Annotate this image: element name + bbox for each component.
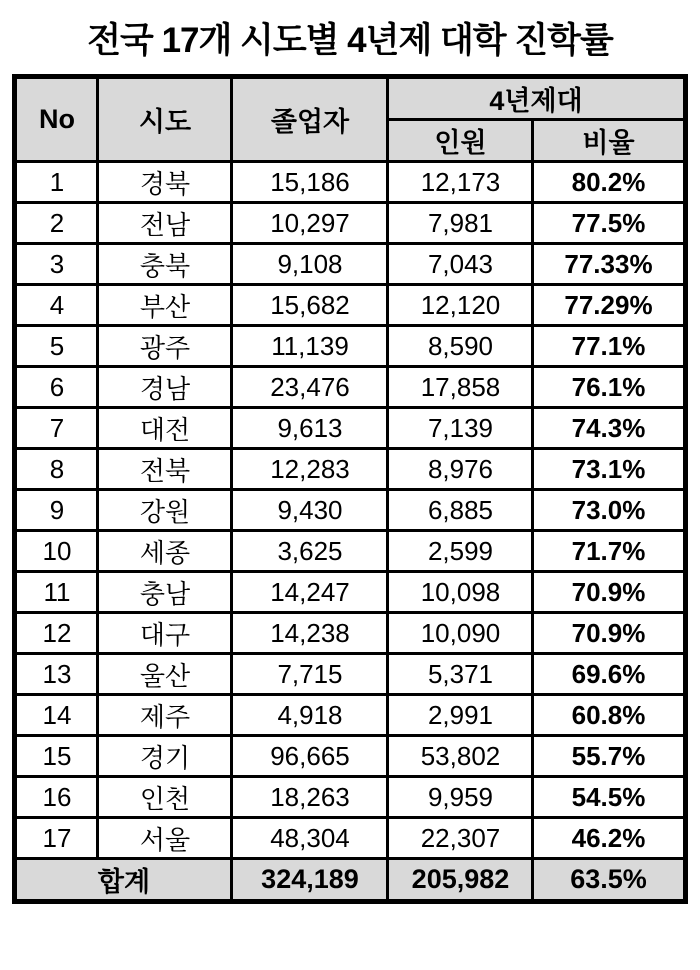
row-graduates: 7,715 [232, 654, 388, 695]
row-sido: 경남 [98, 367, 232, 408]
row-no: 9 [15, 490, 98, 531]
row-enrolled: 7,981 [388, 203, 533, 244]
table-row [15, 449, 685, 490]
table-row [15, 777, 685, 818]
row-graduates: 14,247 [232, 572, 388, 613]
table-row [15, 818, 685, 859]
total-enrolled: 205,982 [388, 859, 533, 902]
header-graduates: 졸업자 [232, 77, 388, 162]
row-graduates: 9,108 [232, 244, 388, 285]
row-no: 2 [15, 203, 98, 244]
table-row [15, 162, 685, 203]
table-row [15, 695, 685, 736]
row-graduates: 4,918 [232, 695, 388, 736]
row-no: 4 [15, 285, 98, 326]
row-graduates: 9,613 [232, 408, 388, 449]
header-enrolled: 인원 [388, 120, 533, 162]
row-ratio: 73.1% [533, 449, 685, 490]
table-row [15, 408, 685, 449]
row-enrolled: 10,090 [388, 613, 533, 654]
header-ratio: 비율 [533, 120, 685, 162]
row-ratio: 60.8% [533, 695, 685, 736]
total-row [15, 859, 685, 902]
table-row [15, 490, 685, 531]
header-four-year-group: 4년제대 [388, 77, 685, 120]
row-ratio: 73.0% [533, 490, 685, 531]
row-sido: 경기 [98, 736, 232, 777]
table-footer [15, 859, 685, 902]
row-no: 16 [15, 777, 98, 818]
row-no: 15 [15, 736, 98, 777]
header-sido: 시도 [98, 77, 232, 162]
row-ratio: 71.7% [533, 531, 685, 572]
row-ratio: 46.2% [533, 818, 685, 859]
row-graduates: 48,304 [232, 818, 388, 859]
row-sido: 전북 [98, 449, 232, 490]
row-no: 10 [15, 531, 98, 572]
row-sido: 대구 [98, 613, 232, 654]
row-sido: 대전 [98, 408, 232, 449]
table-row [15, 285, 685, 326]
row-no: 12 [15, 613, 98, 654]
row-ratio: 70.9% [533, 613, 685, 654]
row-graduates: 15,186 [232, 162, 388, 203]
row-sido: 제주 [98, 695, 232, 736]
row-enrolled: 10,098 [388, 572, 533, 613]
table-header [15, 77, 685, 162]
row-enrolled: 22,307 [388, 818, 533, 859]
row-graduates: 15,682 [232, 285, 388, 326]
row-ratio: 54.5% [533, 777, 685, 818]
row-sido: 세종 [98, 531, 232, 572]
row-no: 7 [15, 408, 98, 449]
row-no: 17 [15, 818, 98, 859]
row-enrolled: 7,139 [388, 408, 533, 449]
row-enrolled: 6,885 [388, 490, 533, 531]
row-no: 6 [15, 367, 98, 408]
header-no: No [15, 77, 98, 162]
row-graduates: 23,476 [232, 367, 388, 408]
enrollment-table [12, 74, 687, 904]
row-graduates: 3,625 [232, 531, 388, 572]
table-row [15, 654, 685, 695]
row-ratio: 77.29% [533, 285, 685, 326]
total-ratio: 63.5% [533, 859, 685, 902]
row-enrolled: 17,858 [388, 367, 533, 408]
row-sido: 인천 [98, 777, 232, 818]
row-enrolled: 53,802 [388, 736, 533, 777]
table-row [15, 572, 685, 613]
total-graduates: 324,189 [232, 859, 388, 902]
row-sido: 충남 [98, 572, 232, 613]
row-ratio: 74.3% [533, 408, 685, 449]
row-no: 1 [15, 162, 98, 203]
header-row-top [15, 77, 685, 120]
row-no: 8 [15, 449, 98, 490]
page-title: 전국 17개 시도별 4년제 대학 진학률 [87, 21, 613, 60]
row-graduates: 9,430 [232, 490, 388, 531]
table-row [15, 531, 685, 572]
total-label: 합계 [15, 859, 232, 902]
row-enrolled: 8,590 [388, 326, 533, 367]
row-ratio: 77.33% [533, 244, 685, 285]
table-row [15, 736, 685, 777]
table-body [15, 162, 685, 859]
row-ratio: 55.7% [533, 736, 685, 777]
row-enrolled: 2,599 [388, 531, 533, 572]
row-graduates: 12,283 [232, 449, 388, 490]
row-enrolled: 9,959 [388, 777, 533, 818]
row-no: 3 [15, 244, 98, 285]
row-enrolled: 5,371 [388, 654, 533, 695]
row-enrolled: 8,976 [388, 449, 533, 490]
table-row [15, 326, 685, 367]
row-no: 13 [15, 654, 98, 695]
table-row [15, 244, 685, 285]
row-enrolled: 2,991 [388, 695, 533, 736]
row-sido: 울산 [98, 654, 232, 695]
row-graduates: 14,238 [232, 613, 388, 654]
row-sido: 광주 [98, 326, 232, 367]
row-sido: 경북 [98, 162, 232, 203]
row-enrolled: 12,173 [388, 162, 533, 203]
table-row [15, 203, 685, 244]
row-sido: 부산 [98, 285, 232, 326]
table-row [15, 613, 685, 654]
row-graduates: 18,263 [232, 777, 388, 818]
row-sido: 전남 [98, 203, 232, 244]
row-graduates: 11,139 [232, 326, 388, 367]
row-graduates: 96,665 [232, 736, 388, 777]
row-sido: 강원 [98, 490, 232, 531]
row-enrolled: 7,043 [388, 244, 533, 285]
row-ratio: 77.5% [533, 203, 685, 244]
row-ratio: 70.9% [533, 572, 685, 613]
row-enrolled: 12,120 [388, 285, 533, 326]
row-ratio: 69.6% [533, 654, 685, 695]
row-no: 5 [15, 326, 98, 367]
table-row [15, 367, 685, 408]
row-ratio: 80.2% [533, 162, 685, 203]
row-graduates: 10,297 [232, 203, 388, 244]
row-sido: 서울 [98, 818, 232, 859]
row-sido: 충북 [98, 244, 232, 285]
row-ratio: 77.1% [533, 326, 685, 367]
row-no: 14 [15, 695, 98, 736]
row-ratio: 76.1% [533, 367, 685, 408]
row-no: 11 [15, 572, 98, 613]
